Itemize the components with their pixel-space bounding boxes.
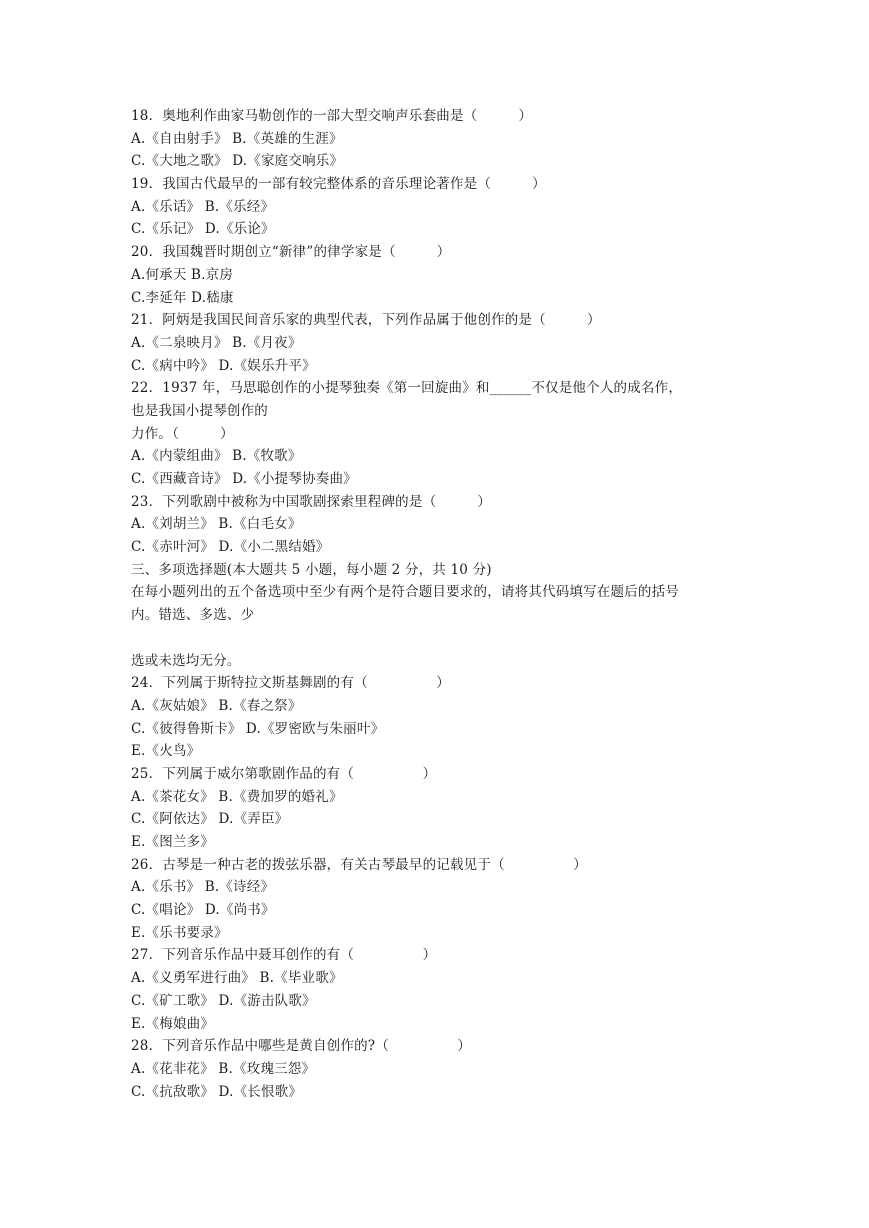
question-28-options-cd: C.《抗敌歌》 D.《长恨歌》 <box>131 1083 303 1100</box>
question-18-options-ab: A.《自由射手》 B.《英雄的生涯》 <box>131 130 343 147</box>
question-24-options-cd: C.《彼得鲁斯卡》 D.《罗密欧与朱丽叶》 <box>131 720 385 737</box>
question-27-options-cd: C.《矿工歌》 D.《游击队歌》 <box>131 992 316 1009</box>
question-26: 26．古琴是一种古老的拨弦乐器，有关古琴最早的记载见于（ ） <box>131 856 587 873</box>
question-25: 25．下列属于威尔第歌剧作品的有（ ） <box>131 765 437 782</box>
section-instructions-line-2: 内。错选、多选、少 <box>131 607 255 624</box>
question-19-options-ab: A.《乐话》 B.《乐经》 <box>131 198 275 215</box>
question-23-options-cd: C.《赤叶河》 D.《小二黑结婚》 <box>131 539 330 556</box>
section-heading: 三、多项选择题(本大题共 5 小题，每小题 2 分，共 10 分) <box>131 561 492 578</box>
question-22-line-3: 力作。（ ） <box>131 425 234 442</box>
question-27: 27．下列音乐作品中聂耳创作的有（ ） <box>131 947 437 964</box>
question-23-options-ab: A.《刘胡兰》 B.《白毛女》 <box>131 516 302 533</box>
question-24: 24．下列属于斯特拉文斯基舞剧的有（ ） <box>131 675 450 692</box>
question-28: 28．下列音乐作品中哪些是黄自创作的?（ ） <box>131 1038 472 1055</box>
question-24-option-e: E.《火鸟》 <box>131 743 201 760</box>
question-23: 23．下列歌剧中被称为中国歌剧探索里程碑的是（ ） <box>131 493 492 510</box>
question-22-line-1: 22．1937 年，马思聪创作的小提琴独奏《第一回旋曲》和______不仅是他个人的成名作， <box>131 380 683 397</box>
question-20-options-ab: A.何承天 B.京房 <box>131 266 234 283</box>
question-25-options-ab: A.《茶花女》 B.《费加罗的婚礼》 <box>131 788 343 805</box>
question-25-options-cd: C.《阿依达》 D.《弄臣》 <box>131 811 289 828</box>
question-27-option-e: E.《梅娘曲》 <box>131 1015 215 1032</box>
question-18-options-cd: C.《大地之歌》 D.《家庭交响乐》 <box>131 153 344 170</box>
question-22-options-ab: A.《内蒙组曲》 B.《牧歌》 <box>131 448 302 465</box>
question-21-options-cd: C.《病中吟》 D.《娱乐升平》 <box>131 357 316 374</box>
blank-line <box>131 627 741 650</box>
question-22-options-cd: C.《西藏音诗》 D.《小提琴协奏曲》 <box>131 471 357 487</box>
question-27-options-ab: A.《义勇军进行曲》 B.《毕业歌》 <box>131 970 343 987</box>
question-26-options-cd: C.《唱论》 D.《尚书》 <box>131 902 275 919</box>
question-20-options-cd: C.李延年 D.嵇康 <box>131 289 234 306</box>
question-20: 20．我国魏晋时期创立“新律”的律学家是（ ） <box>131 244 451 261</box>
question-22-line-2: 也是我国小提琴创作的 <box>131 402 268 419</box>
section-instructions-line-1: 在每小题列出的五个备选项中至少有两个是符合题目要求的，请将其代码填写在题后的括号 <box>131 584 679 601</box>
section-instructions-line-3: 选或未选均无分。 <box>131 652 241 669</box>
question-24-options-ab: A.《灰姑娘》 B.《春之祭》 <box>131 697 302 714</box>
question-26-options-ab: A.《乐书》 B.《诗经》 <box>131 879 275 896</box>
question-25-option-e: E.《图兰多》 <box>131 834 215 850</box>
question-26-option-e: E.《乐书要录》 <box>131 924 228 941</box>
question-19-options-cd: C.《乐记》 D.《乐论》 <box>131 221 275 238</box>
question-18: 18．奥地利作曲家马勒创作的一部大型交响声乐套曲是（ ） <box>131 108 533 124</box>
question-21-options-ab: A.《二泉映月》 B.《月夜》 <box>131 334 302 351</box>
document-body <box>131 105 741 1103</box>
question-28-options-ab: A.《花非花》 B.《玫瑰三怨》 <box>131 1060 316 1077</box>
question-19: 19．我国古代最早的一部有较完整体系的音乐理论著作是（ ） <box>131 176 546 193</box>
question-21: 21．阿炳是我国民间音乐家的典型代表，下列作品属于他创作的是（ ） <box>131 312 601 329</box>
